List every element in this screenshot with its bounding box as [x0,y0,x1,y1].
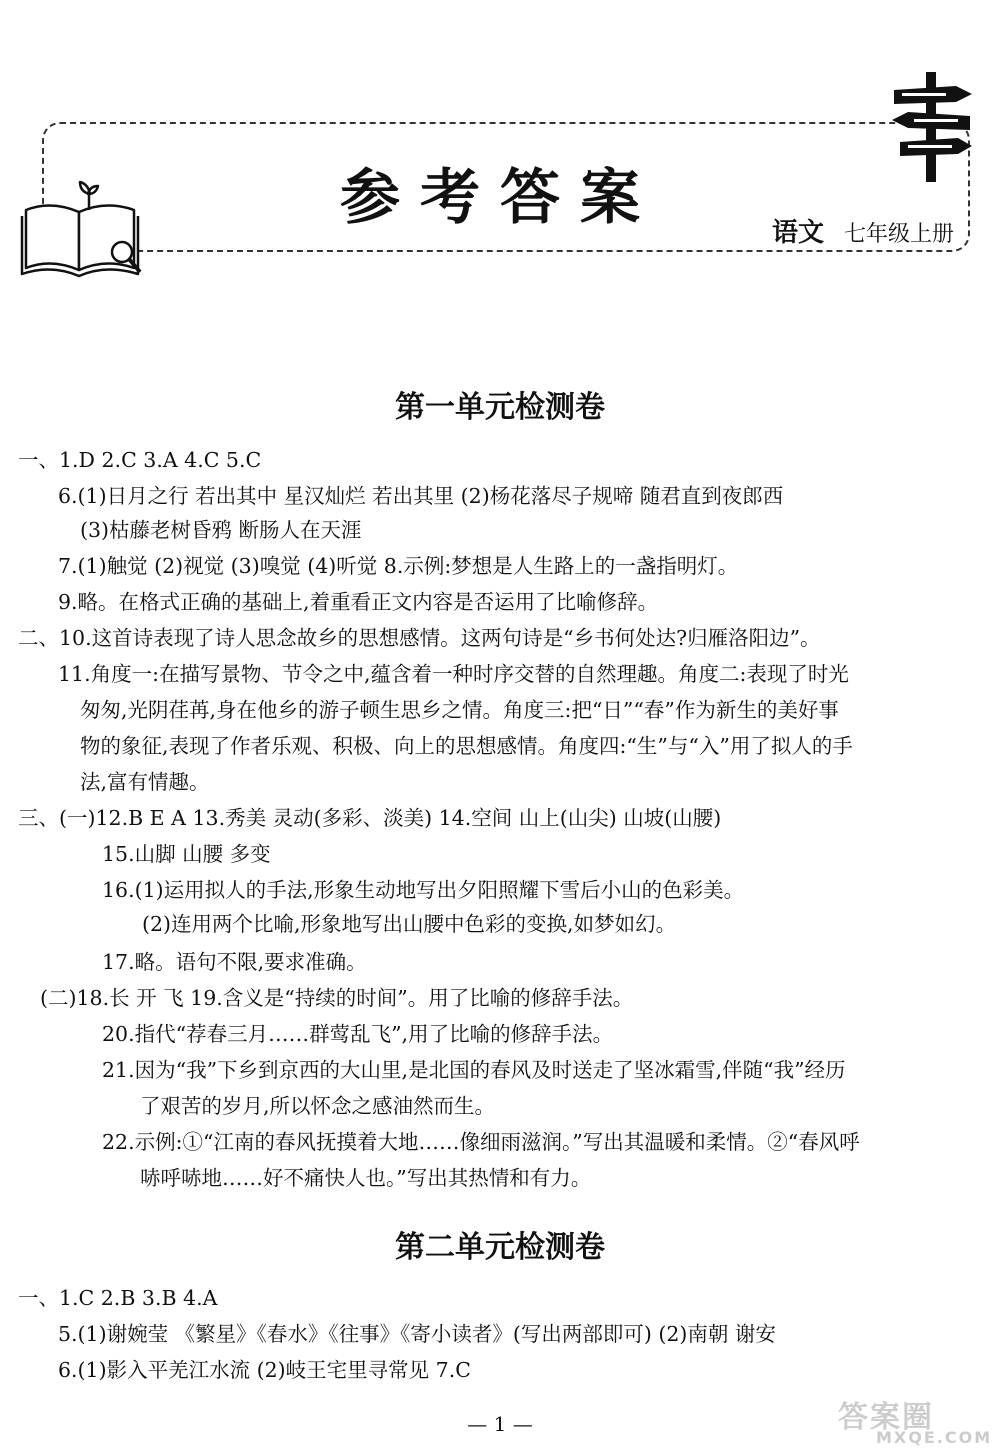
answer-line: 16.(1)运用拟人的手法,形象生动地写出夕阳照耀下雪后小山的色彩美。 [102,878,745,902]
answer-line: 6.(1)影入平羌江水流 (2)岐王宅里寻常见 7.C [58,1358,471,1382]
answer-line: (二)18.长 开 飞 19.含义是“持续的时间”。用了比喻的修辞手法。 [40,986,634,1010]
subject-name: 语文 [771,218,824,248]
page-number: — 1 — [467,1412,533,1436]
answer-line: 15.山脚 山腰 多变 [102,842,271,866]
answer-line: 二、10.这首诗表现了诗人思念故乡的思想感情。这两句诗是“乡书何处达?归雁洛阳边”。 [18,626,821,650]
answer-line: 哧呼哧地……好不痛快人也。”写出其热情和有力。 [140,1166,592,1190]
answer-line: (3)枯藤老树昏鸦 断肠人在天涯 [80,518,362,542]
answer-line: 7.(1)触觉 (2)视觉 (3)嗅觉 (4)听觉 8.示例:梦想是人生路上的一盏指明灯。 [58,554,739,578]
answer-line: 匆匆,光阴荏苒,身在他乡的游子顿生思乡之情。角度三:把“日”“春”作为新生的美好事 [80,698,839,722]
answer-line: 20.指代“荐春三月……群莺乱飞”,用了比喻的修辞手法。 [102,1022,614,1046]
answer-line: (2)连用两个比喻,形象地写出山腰中色彩的变换,如梦如幻。 [142,912,677,936]
answer-line: 三、(一)12.B E A 13.秀美 灵动(多彩、淡美) 14.空间 山上(山尖) 山坡(山腰) [18,806,722,830]
answer-line: 6.(1)日月之行 若出其中 星汉灿烂 若出其里 (2)杨花落尽子规啼 随君直到夜郎西 [58,484,784,508]
answer-line: 法,富有情趣。 [80,770,210,794]
answer-line: 21.因为“我”下乡到京西的大山里,是北国的春风及时送走了坚冰霜雪,伴随“我”经历 [102,1058,846,1082]
answer-line: 22.示例:①“江南的春风抚摸着大地……像细雨滋润。”写出其温暖和柔情。②“春风呼 [102,1130,860,1154]
watermark-text: 答案圈 [838,1400,934,1435]
answer-line: 11.角度一:在描写景物、节令之中,蕴含着一种时序交替的自然理趣。角度二:表现了时光 [58,662,849,686]
section-title: 第一单元检测卷 [395,390,605,425]
grade-label: 七年级上册 [843,222,954,247]
answer-line: 了艰苦的岁月,所以怀念之感油然而生。 [140,1094,496,1118]
answer-line: 17.略。语句不限,要求准确。 [102,950,367,974]
answer-line: 一、1.C 2.B 3.B 4.A [18,1286,218,1310]
answer-line: 一、1.D 2.C 3.A 4.C 5.C [18,448,262,472]
answer-line: 9.略。在格式正确的基础上,着重看正文内容是否运用了比喻修辞。 [58,590,659,614]
subject-label [772,212,954,249]
section-title: 第二单元检测卷 [395,1230,605,1265]
watermark-logo [836,1392,993,1448]
answer-line: 物的象征,表现了作者乐观、积极、向上的思想感情。角度四:“生”与“入”用了拟人的手 [80,734,853,758]
watermark-url: MXQE.COM [876,1428,993,1447]
page-title: 参考答案 [340,163,660,233]
answer-line: 5.(1)谢婉莹 《繁星》《春水》《往事》《寄小读者》(写出两部即可) (2)南朝 谢安 [58,1322,776,1346]
